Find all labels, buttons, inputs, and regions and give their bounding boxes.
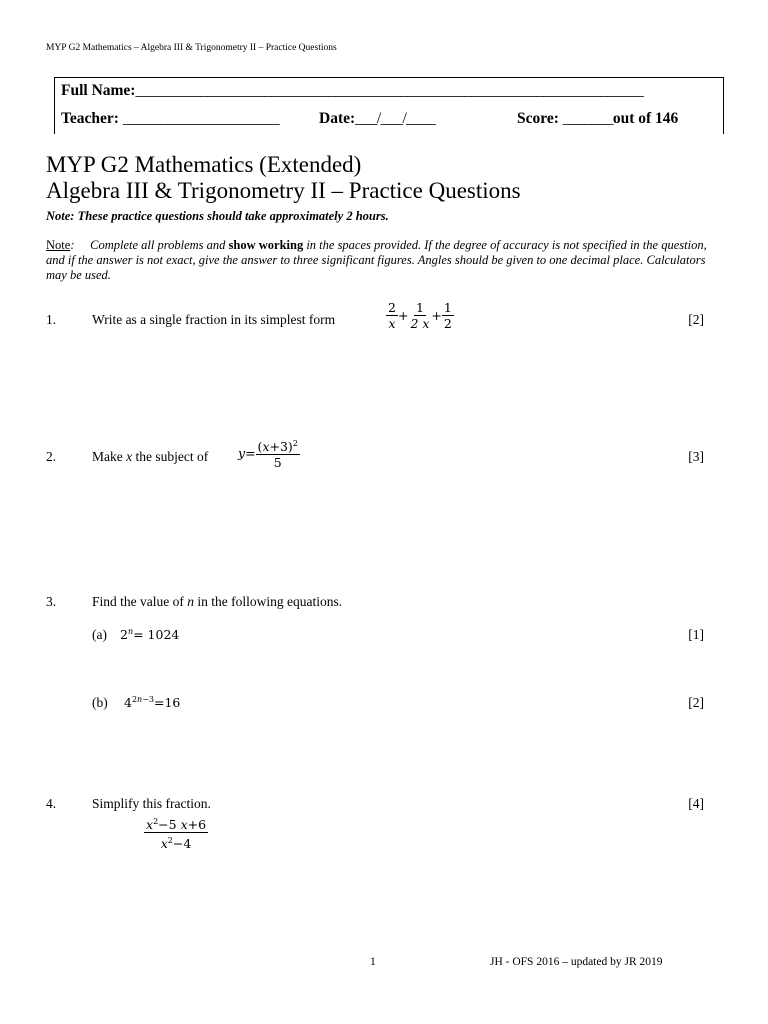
teacher-field	[61, 110, 279, 128]
question-4-marks: [4]	[688, 796, 704, 811]
running-header: MYP G2 Mathematics – Algebra III & Trigonometry II – Practice Questions	[46, 43, 337, 53]
time-note: Note: These practice questions should take approximately 2 hours.	[46, 209, 389, 223]
instructions-bold: show working	[228, 238, 304, 252]
question-1-number: 1.	[46, 312, 57, 327]
question-2-expression: y= $\frac{(x+3)^2}{5}$	[238, 436, 300, 470]
question-1-marks: [2]	[688, 312, 704, 327]
score-label: Score:	[517, 110, 559, 127]
question-1-text: Write as a single fraction in its simplest form	[92, 312, 336, 327]
question-3a-expression: $2^n= 1024$	[120, 627, 180, 643]
question-4-expression: $\frac{x^2-5 x+6}{x^2-4}$	[144, 814, 208, 851]
question-3b-marks: [2]	[688, 695, 704, 710]
question-3-variable: n	[187, 594, 194, 609]
date-line[interactable]: ___/___/____	[355, 110, 436, 127]
title-course: MYP G2 Mathematics (Extended)	[46, 152, 362, 177]
full-name-line[interactable]: _______________________________________________________________________	[135, 82, 644, 99]
teacher-label: Teacher:	[61, 110, 119, 127]
score-line[interactable]: _______	[562, 110, 613, 127]
question-3-text: Find the value of n in the following equations.	[92, 594, 343, 609]
question-3a-marks: [1]	[688, 627, 704, 642]
date-label: Date:	[319, 110, 356, 127]
question-3-number: 3.	[46, 594, 57, 609]
score-field	[517, 110, 678, 128]
instructions: Note: Complete all problems and show working in the spaces provided. If the degree of accuracy is not specified in the question, and if the answer is not exact, give the answer to three significant figures. Angles should be given to one decimal place. Calculators may be used.	[46, 238, 707, 282]
score-total: out of 146	[612, 110, 679, 127]
question-2-number: 2.	[46, 449, 57, 464]
instructions-label: Note	[46, 238, 71, 252]
page-number: 1	[370, 956, 376, 968]
question-4-number: 4.	[46, 796, 57, 811]
question-2-text: Make x the subject of	[92, 449, 209, 464]
question-1-expression: $\frac{2}{x}$ + $\frac{1}{2 x}$ + $\frac{1}{2}$	[388, 300, 452, 331]
question-4-text: Simplify this fraction.	[92, 796, 211, 811]
question-2-variable: x	[126, 449, 133, 464]
question-3b-expression: $4^{2n-3}=16$	[124, 695, 181, 711]
date-field	[319, 110, 435, 128]
question-3b-label: (b)	[92, 695, 108, 710]
question-3a-label: (a)	[92, 627, 107, 642]
instructions-text-a: Complete all problems and	[90, 238, 229, 252]
question-2-marks: [3]	[688, 449, 704, 464]
student-info-box	[54, 77, 724, 134]
footer-credit: JH - OFS 2016 – updated by JR 2019	[490, 956, 663, 968]
full-name-label: Full Name:	[61, 82, 136, 99]
full-name-row	[61, 82, 643, 100]
teacher-line[interactable]: _____________________	[122, 110, 280, 127]
title-topic: Algebra III & Trigonometry II – Practice Questions	[46, 178, 521, 203]
instructions-text-b: in the spaces provided. If the degree of accuracy is not specified in the question, and if the answer is not exact, give the answer to three significant figures. Angles should be given to one decimal place. Calculators may be used.	[46, 238, 707, 282]
